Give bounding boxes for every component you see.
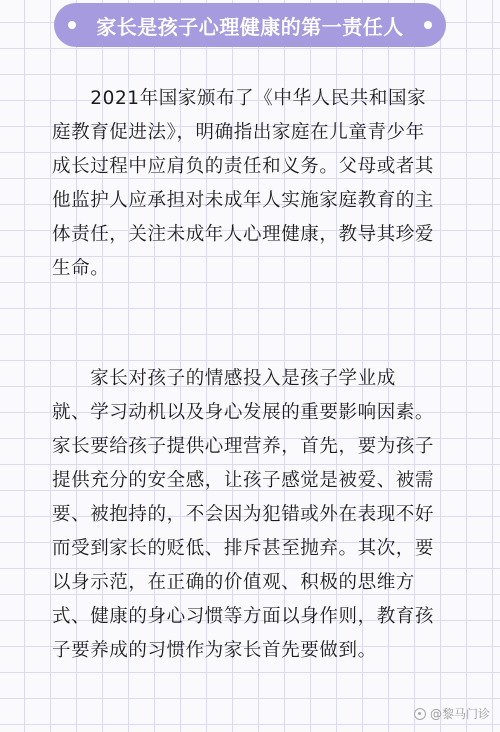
text-line: 而受到家长的贬低、排斥甚至抛弃。其次，要	[52, 538, 435, 559]
bullet-dot-icon	[68, 21, 76, 29]
text-line: 庭教育促进法》，明确指出家庭在儿童青少年	[52, 122, 425, 143]
text-line: 成长过程中应肩负的责任和义务。父母或者其	[52, 156, 435, 177]
watermark-logo-icon	[414, 708, 426, 720]
text-line: 生命。	[52, 258, 110, 279]
watermark	[414, 705, 490, 722]
text-line: 就、学习动机以及身心发展的重要影响因素。	[52, 402, 435, 423]
watermark-text: @黎马门诊	[429, 707, 490, 721]
text-line: 家长对孩子的情感投入是孩子学业成	[52, 368, 396, 389]
text-line: 提供充分的安全感，让孩子感觉是被爱、被需	[52, 470, 435, 491]
title-banner	[54, 3, 446, 47]
page-title: 家长是孩子心理健康的第一责任人	[96, 14, 404, 39]
text-line: 式、健康的身心习惯等方面以身作则，教育孩	[52, 606, 435, 627]
paragraph-emotional-investment	[52, 362, 472, 668]
text-line: 以身示范，在正确的价值观、积极的思维方	[52, 572, 415, 593]
paragraph-family-education-law	[52, 82, 472, 286]
text-line: 2021年国家颁布了《中华人民共和国家	[52, 88, 427, 109]
text-line: 他监护人应承担对未成年人实施家庭教育的主	[52, 190, 435, 211]
bullet-dot-icon	[424, 21, 432, 29]
text-line: 子要养成的习惯作为家长首先要做到。	[52, 640, 377, 661]
text-line: 体责任，关注未成年人心理健康，教导其珍爱	[52, 224, 435, 245]
text-line: 要、被抱持的，不会因为犯错或外在表现不好	[52, 504, 435, 525]
text-line: 家长要给孩子提供心理营养，首先，要为孩子	[52, 436, 435, 457]
